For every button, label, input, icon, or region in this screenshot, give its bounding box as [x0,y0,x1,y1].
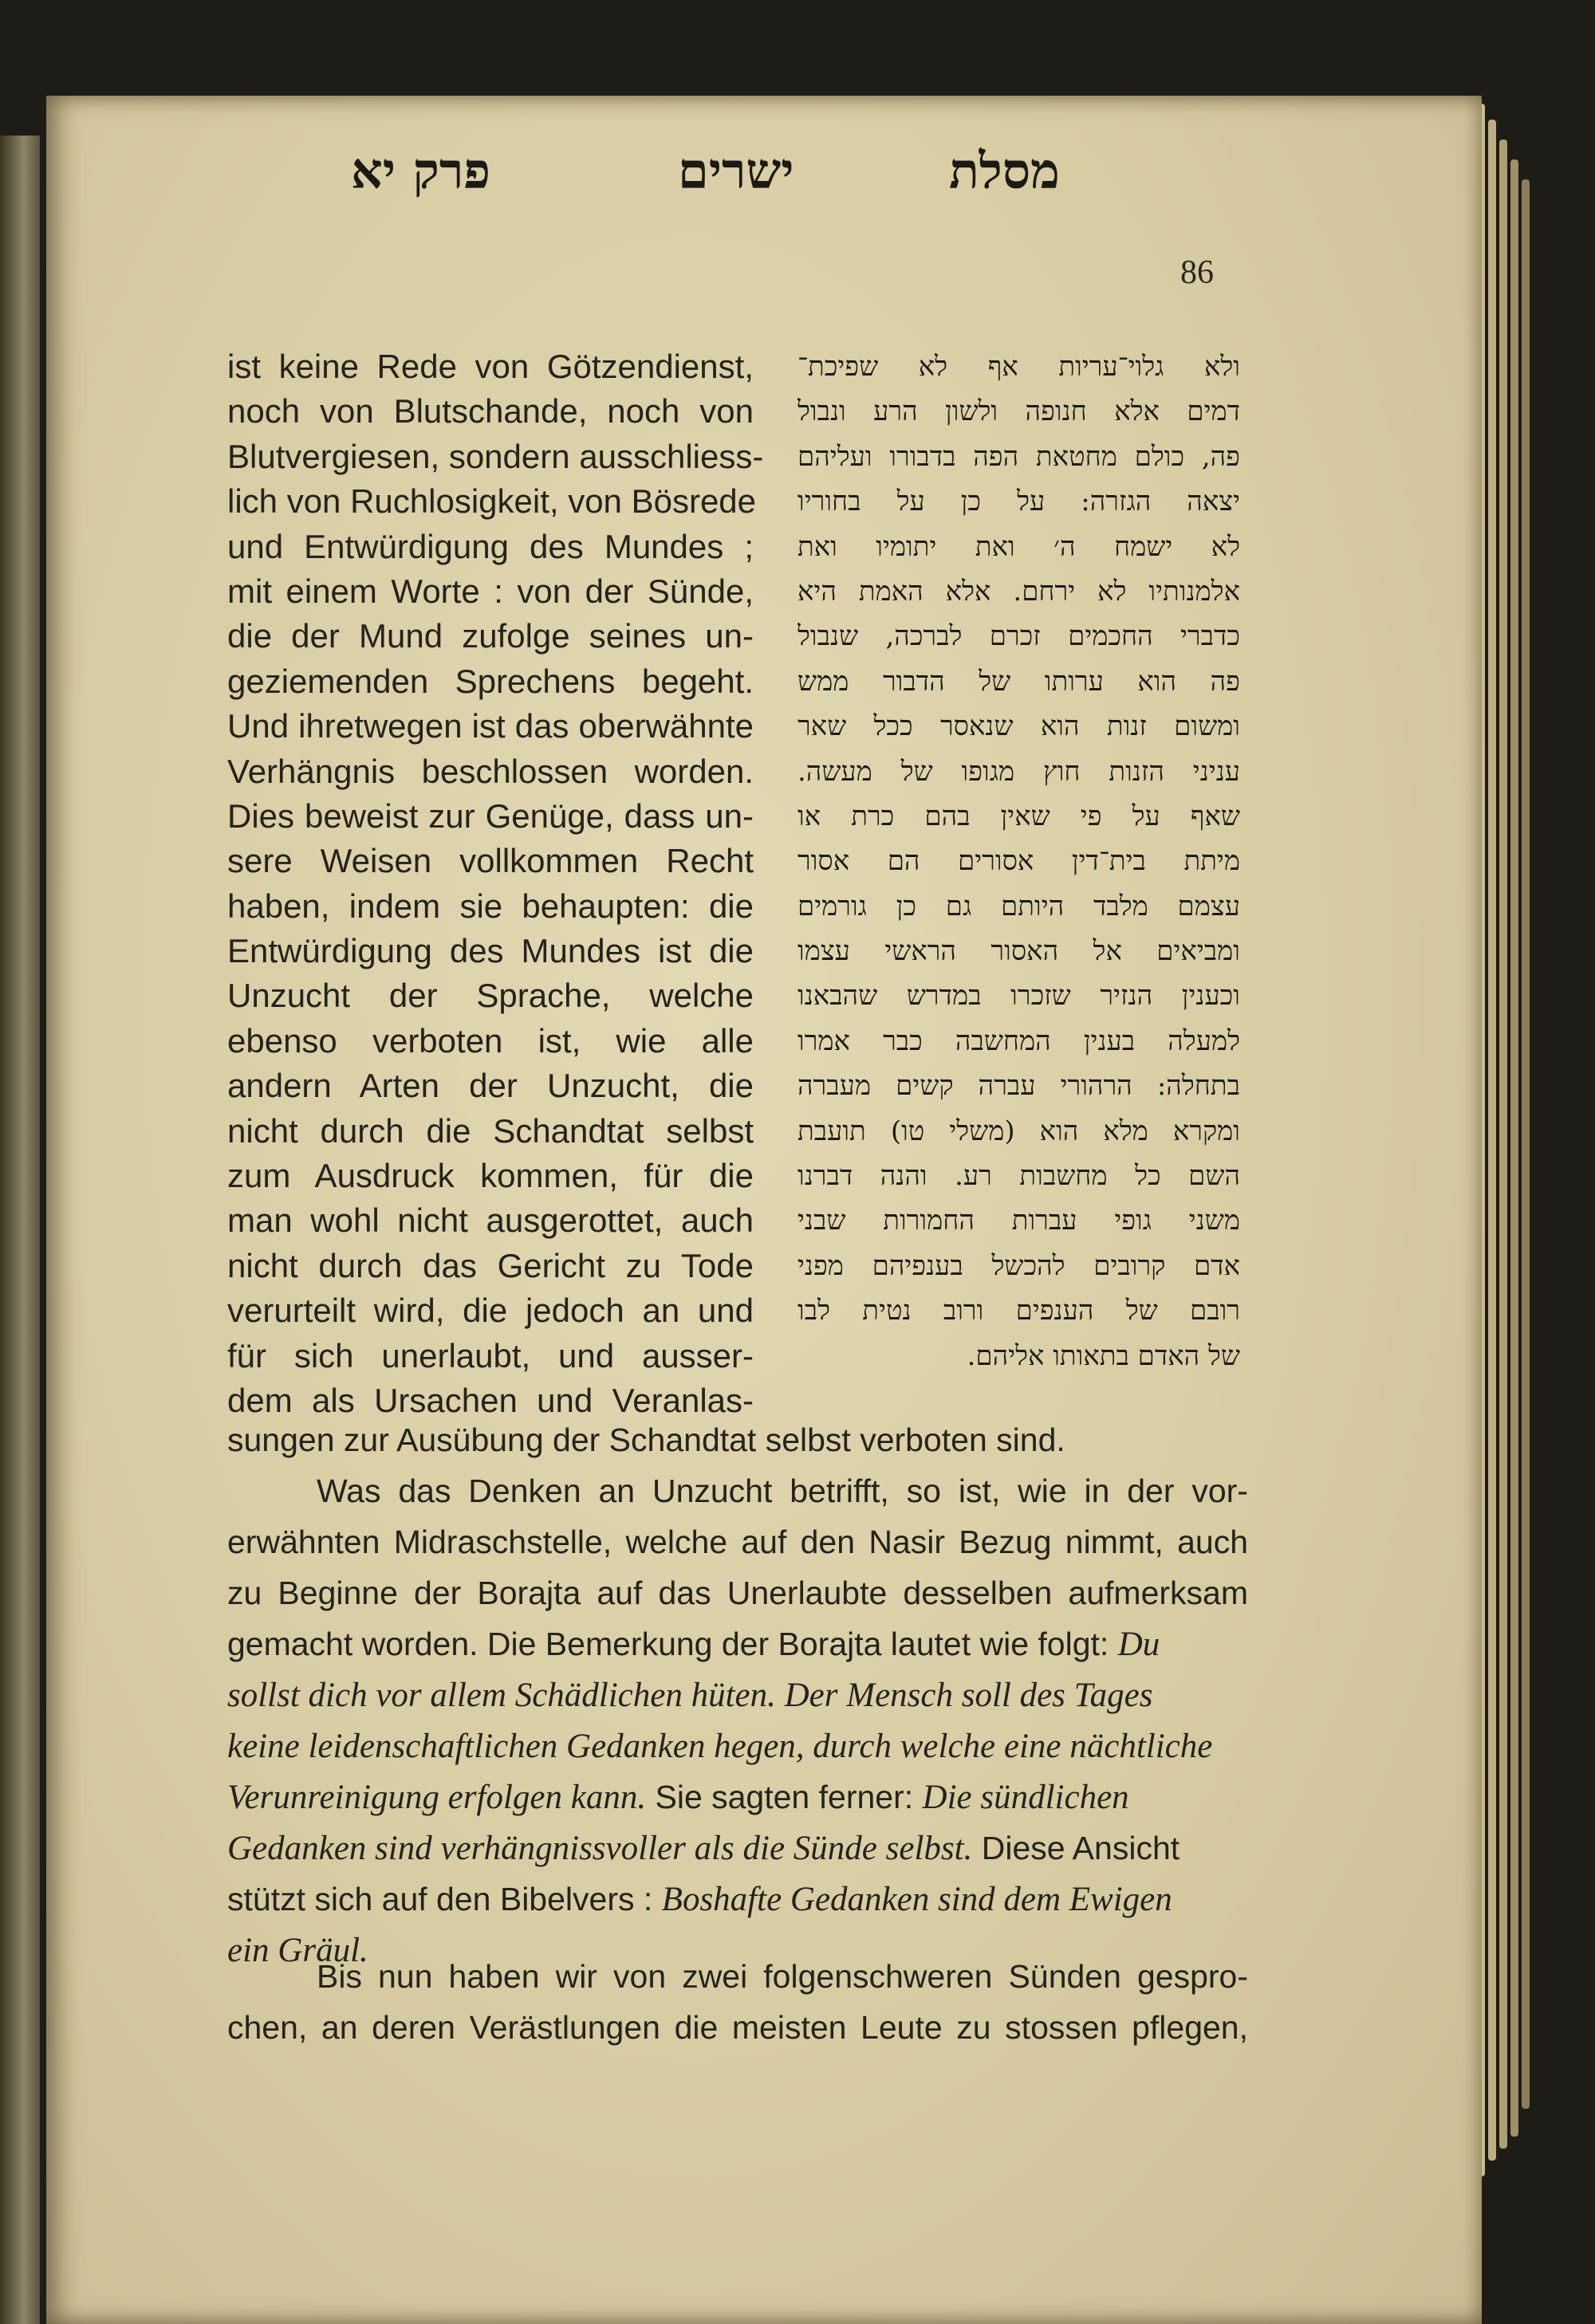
page-stack-edge [1510,159,1518,2137]
page-stack-edge [1522,179,1530,2109]
chapter-heading: פרק יא [351,142,491,200]
hebrew-line: דמים אלא חנופה ולשון הרע ונבול [798,395,1240,428]
hebrew-line: ולא גלוי־עריות אף לא שפיכת־ [798,351,1240,383]
german-line: ist keine Rede von Götzendienst, [227,348,754,385]
hebrew-line: רובם של הענפים ורוב נטית לבו [798,1295,1240,1327]
text-run: gemacht worden. Die Bemerkung der Borajta lautet wie folgt: [227,1626,1109,1662]
hebrew-line: עניני הזנות חוץ מגופו של מעשה. [798,755,1240,788]
full-width-text-block [227,1414,1248,1976]
italic-run: Verunreinigung erfolgen kann. [227,1779,647,1816]
text-line [227,1772,1248,1823]
running-header [120,142,1236,214]
italic-run: Boshafte Gedanken sind dem Ewigen [661,1881,1172,1918]
german-translation-column [227,344,764,1423]
title-word-mesilat: מסלת [949,142,1060,200]
german-line: für sich unerlaubt, und ausser- [227,1336,754,1374]
hebrew-line: אלמנותיו לא ירחם. אלא האמת היא [798,575,1240,608]
german-line: Entwürdigung des Mundes ist die [227,932,754,970]
german-line: geziemenden Sprechens begeht. [227,662,754,700]
hebrew-line: למעלה בענין המחשבה כבר אמרו [798,1024,1240,1057]
german-line: Unzucht der Sprache, welche [227,977,754,1015]
italic-run: sollst dich vor allem Schädlichen hüten. Der Mensch soll des Tages [227,1677,1153,1714]
german-line: verurteilt wird, die jedoch an und [227,1292,754,1330]
german-line: Blutvergiesen, sondern ausschliess- [227,437,764,475]
italic-run: Du [1117,1626,1160,1663]
hebrew-line: ומשום זנות הוא שנאסר ככל שאר [798,710,1240,743]
text-line: Was das Denken an Unzucht betrifft, so ist, wie in der vor- [317,1473,1248,1509]
page-stack-edge [1499,140,1507,2149]
text-line: Bis nun haben wir von zwei folgenschweren Sünden gespro- [317,1958,1248,1995]
closing-paragraph [227,1951,1248,2053]
german-line: dem als Ursachen und Veranlas- [227,1381,754,1419]
german-line: noch von Blutschande, noch von [227,392,754,431]
hebrew-line: משני גופי עברות החמורות שבני [798,1205,1240,1237]
text-line [227,1720,1248,1772]
german-line: Verhängnis beschlossen worden. [227,752,754,790]
text-line [227,1669,1248,1720]
text-line: zu Beginne der Borajta auf das Unerlaubte desselben aufmerksam [227,1575,1248,1611]
text-line [227,1823,1248,1874]
text-line: chen, an deren Verästlungen die meisten Leute zu stossen pflegen, [227,2009,1248,2046]
text-run: stützt sich auf den Bibelvers : [227,1881,653,1917]
title-word-yesharim: ישרים [678,142,794,200]
page-stack-edge [1488,120,1496,2161]
hebrew-line: אדם קרובים להכשל בענפיהם מפני [798,1249,1240,1282]
italic-run: Die sündlichen [922,1779,1129,1816]
hebrew-line: בתחלה: הרהורי עברה קשים מעברה [798,1070,1240,1103]
text-run: Sie sagten ferner: [655,1779,914,1815]
hebrew-line: פה הוא ערותו של הדבור ממש [798,665,1240,698]
text-line: erwähnten Midraschstelle, welche auf den Nasir Bezug nimmt, auch [227,1524,1248,1560]
hebrew-text-column [798,344,1240,1378]
german-line: nicht durch die Schandtat selbst [227,1111,754,1150]
german-line: mit einem Worte : von der Sünde, [227,572,754,610]
hebrew-line: כדברי החכמים זכרם לברכה, שנבול [798,620,1240,653]
german-line: zum Ausdruck kommen, für die [227,1157,754,1195]
german-line: man wohl nicht ausgerottet, auch [227,1201,754,1240]
text-line [227,1874,1248,1925]
facing-page-edge [0,136,40,2324]
italic-run: Gedanken sind verhängnissvoller als die Sünde selbst. [227,1830,973,1867]
german-line: haben, indem sie behaupten: die [227,887,754,925]
hebrew-line: ומביאים אל האסור הראשי עצמו [798,935,1240,968]
italic-run: keine leidenschaftlichen Gedanken hegen, durch welche eine nächtliche [227,1728,1213,1765]
hebrew-line: שאף על פי שאין בהם כרת או [798,800,1240,832]
hebrew-line: לא ישמח ה׳ ואת יתומיו ואת [798,530,1240,563]
hebrew-line: פה, כולם מחטאת הפה בדבורו ועליהם [798,440,1240,473]
page-number: 86 [1180,254,1214,291]
german-line: die der Mund zufolge seines un- [227,617,754,655]
german-line: Und ihretwegen ist das oberwähnte [227,707,754,745]
hebrew-line: מיתת בית־דין אסורים הם אסור [798,845,1240,878]
hebrew-line: עצמם מלבד היותם גם כן גורמים [798,890,1240,922]
hebrew-line: יצאה הגזרה: על כן על בחוריו [798,486,1240,518]
text-line [227,1618,1248,1669]
german-line: lich von Ruchlosigkeit, von Bösrede [227,482,757,521]
italic-run: ein Gräul. [227,1932,368,1969]
hebrew-line: וכענין הנזיר שזכרו במדרש שהבאנו [798,980,1240,1013]
hebrew-line: של האדם בתאותו אליהם. [967,1339,1240,1372]
german-line: sere Weisen vollkommen Recht [227,842,754,880]
german-line: ebenso verboten ist, wie alle [227,1021,754,1060]
german-line: andern Arten der Unzucht, die [227,1067,754,1105]
hebrew-line: השם כל מחשבות רע. והנה דברנו [798,1160,1240,1193]
text-line: sungen zur Ausübung der Schandtat selbst verboten sind. [227,1422,1065,1458]
paragraph-lines [227,1414,1248,1618]
german-line: und Entwürdigung des Mundes ; [227,527,754,565]
german-line: nicht durch das Gericht zu Tode [227,1246,754,1284]
text-run: Diese Ansicht [981,1830,1180,1866]
german-line: Dies beweist zur Genüge, dass un- [227,796,754,835]
hebrew-line: ומקרא מלא הוא (משלי טו) תועבת [798,1115,1240,1147]
